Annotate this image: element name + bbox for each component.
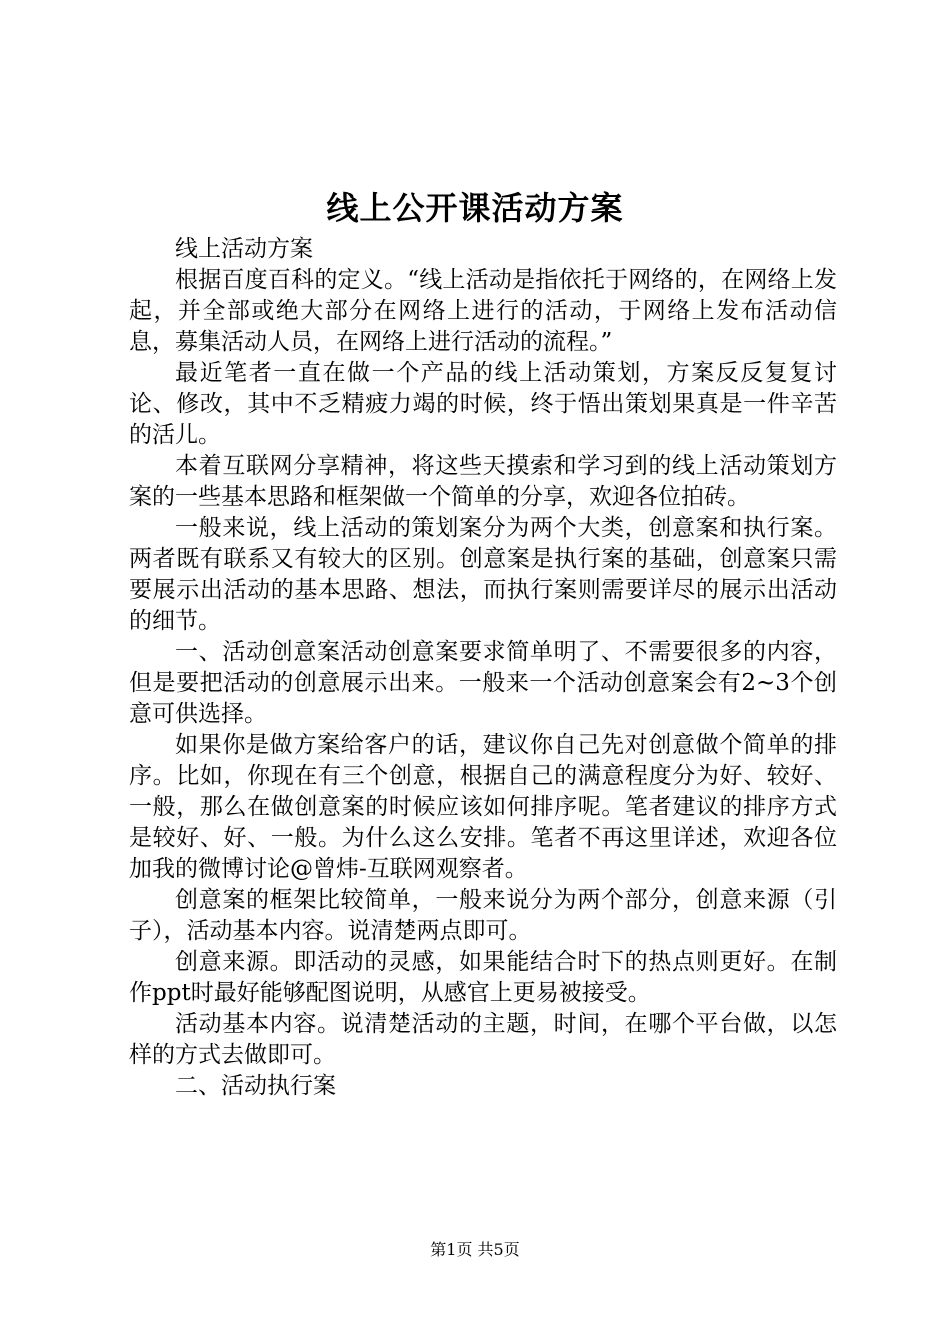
paragraph: 本着互联网分享精神，将这些天摸索和学习到的线上活动策划方案的一些基本思路和框架做一个简单的分享，欢迎各位拍砖。: [129, 453, 837, 510]
paragraph: 最近笔者一直在做一个产品的线上活动策划，方案反反复复讨论、修改，其中不乏精疲力竭的时候，终于悟出策划果真是一件辛苦的活儿。: [129, 360, 837, 448]
document-title: 线上公开课活动方案: [326, 189, 624, 227]
paragraph: 二、活动执行案: [175, 1073, 336, 1099]
paragraph: 创意案的框架比较简单，一般来说分为两个部分，创意来源（引子），活动基本内容。说清楚两点即可。: [129, 887, 837, 944]
document-body: [129, 234, 837, 1102]
page-indicator: 第1页 共5页: [430, 1240, 520, 1259]
paragraph: 活动基本内容。说清楚活动的主题，时间，在哪个平台做，以怎样的方式去做即可。: [129, 1011, 837, 1068]
paragraph: 根据百度百科的定义。“线上活动是指依托于网络的，在网络上发起，并全部或绝大部分在网络上进行的活动，于网络上发布活动信息，募集活动人员，在网络上进行活动的流程。”: [129, 267, 837, 355]
paragraph: 创意来源。即活动的灵感，如果能结合时下的热点则更好。在制作ppt时最好能够配图说明，从感官上更易被接受。: [129, 949, 837, 1006]
paragraph: 如果你是做方案给客户的话，建议你自己先对创意做个简单的排序。比如，你现在有三个创意，根据自己的满意程度分为好、较好、一般，那么在做创意案的时候应该如何排序呢。笔者建议的排序方式是较好、好、一般。为什么这么安排。笔者不再这里详述，欢迎各位加我的微博讨论@曾炜-互联网观察者。: [129, 732, 837, 882]
paragraph: 线上活动方案: [175, 236, 313, 262]
paragraph: 一般来说，线上活动的策划案分为两个大类，创意案和执行案。两者既有联系又有较大的区别。创意案是执行案的基础，创意案只需要展示出活动的基本思路、想法，而执行案则需要详尽的展示出活动的细节。: [129, 515, 837, 634]
paragraph: 一、活动创意案活动创意案要求简单明了、不需要很多的内容，但是要把活动的创意展示出来。一般来一个活动创意案会有2~3个创意可供选择。: [129, 639, 837, 727]
